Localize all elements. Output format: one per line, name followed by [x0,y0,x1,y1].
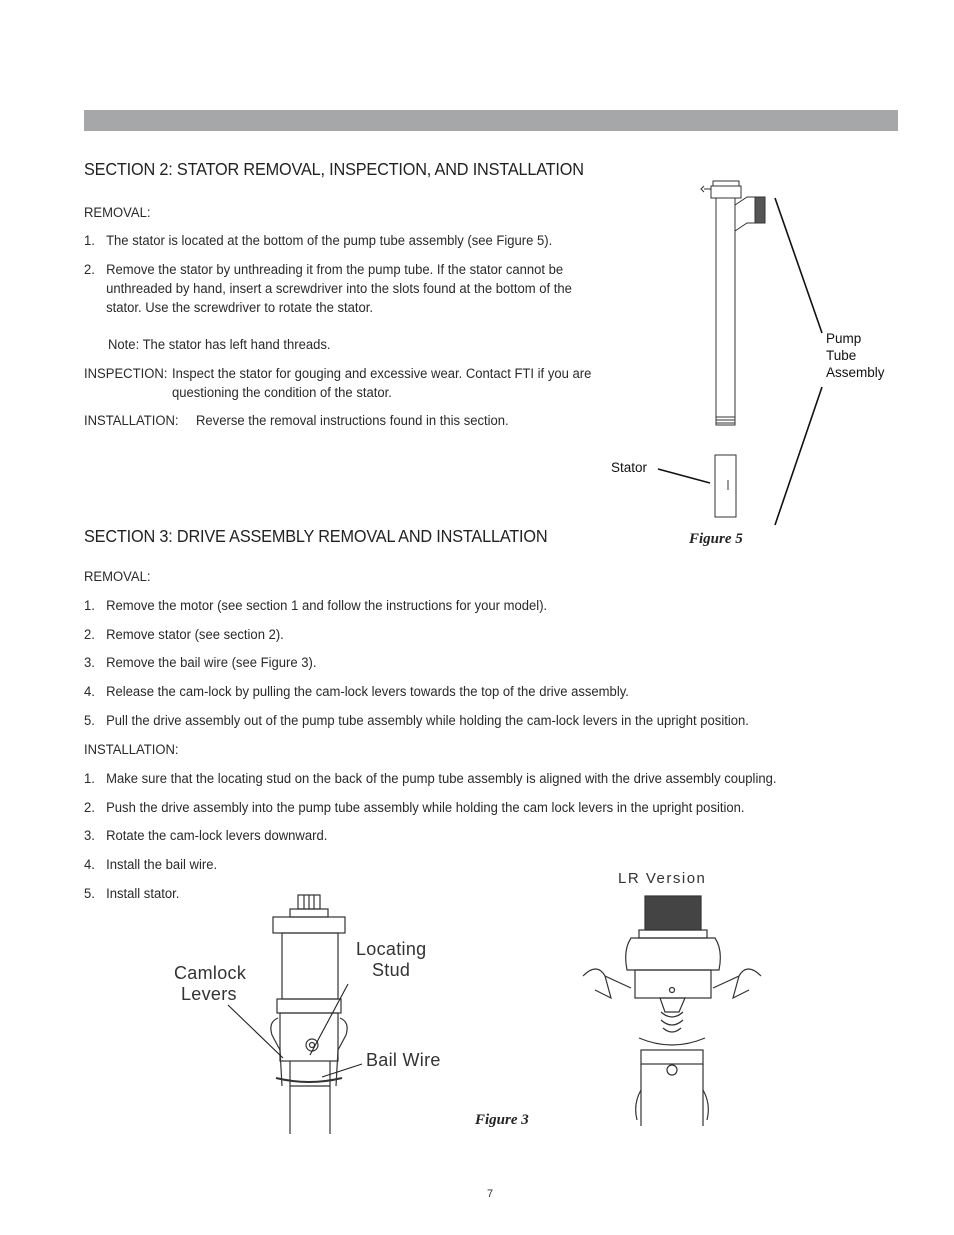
section2-title: SECTION 2: STATOR REMOVAL, INSPECTION, AND INSTALLATION [84,159,584,179]
list-text: stator. Use the screwdriver to rotate the stator. [106,300,374,316]
bail-wire-label: Bail Wire [366,1050,441,1070]
camlock-levers-label: Camlock Levers [174,963,247,1004]
inspection-text: Inspect the stator for gouging and excessive wear. Contact FTI if you are [172,366,592,382]
page-number: 7 [487,1188,494,1200]
list-text: Remove the stator by unthreading it from the pump tube. If the stator cannot be [106,262,564,278]
figure5-caption: Figure 5 [689,531,743,547]
locating-stud-label: Locating Stud [356,939,427,980]
section3-removal-heading: REMOVAL: [84,569,151,585]
installation-label: INSTALLATION: [84,413,179,429]
pump-tube-label: Pump Tube Assembly [826,331,885,380]
list-text: The stator is located at the bottom of the pump tube assembly (see Figure 5). [106,233,553,249]
list-number: 1. [84,233,95,249]
lr-version-label: LR Version [618,870,707,887]
section2-removal-heading: REMOVAL: [84,205,151,221]
lr-version-drawing [575,890,770,1130]
list-number: 2. [84,262,95,278]
header-bar [84,110,898,131]
stator-label: Stator [611,460,648,475]
list-text: unthreaded by hand, insert a screwdriver into the slots found at the bottom of the [106,281,572,297]
installation-text: Reverse the removal instructions found in this section. [196,413,509,429]
figure3-caption: Figure 3 [475,1112,529,1128]
section3-installation-heading: INSTALLATION: [84,742,179,758]
stator-note: Note: The stator has left hand threads. [108,337,331,353]
inspection-text: questioning the condition of the stator. [172,385,392,401]
section3-title: SECTION 3: DRIVE ASSEMBLY REMOVAL AND INSTALLATION [84,526,548,546]
inspection-label: INSPECTION: [84,366,168,382]
